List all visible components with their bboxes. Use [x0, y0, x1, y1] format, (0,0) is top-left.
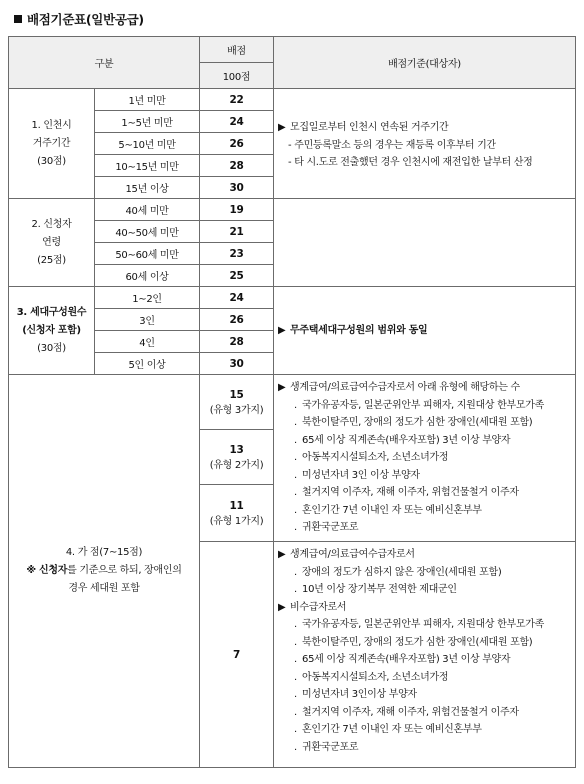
document-title [14, 10, 144, 28]
scoring-table [8, 36, 576, 768]
score-cell: 15 (유형 3가지) [200, 375, 274, 430]
section-label: 4. 가 점(7∼15점) ※ 신청자를 기준으로 하되, 장애인의 경우 세대원 포함 [9, 375, 200, 768]
table-row: 40∼50세 미만 21 [9, 221, 576, 243]
score-cell: 7 [200, 542, 274, 768]
table-row: 60세 이상 25 [9, 265, 576, 287]
criteria-cell: ▶ 생계급여/의료급여수급자로서 아래 유형에 해당하는 수 . 국가유공자등, 일본군위안부 피해자, 지원대상 한부모가족 . 북한이탈주민, 장애의 정도가 심한 장애인(세대원 포함) . 65세 이상 직계존속(배우자포함) 3년 이상 부양자 . 아동복지시설퇴소자, 소년소녀가정 . 미성년자녀 3인 이상 부양자 . 철거지역 이주자, 재해 이주자, 위험건물철거 이주자 . 혼인기간 7년 이내인 자 또는 예비신혼부부 . 귀환국군포로 [274, 375, 576, 542]
triangle-right-icon: ▶ [278, 324, 286, 336]
header-criteria: 배점기준(대상자) [274, 37, 576, 89]
header-score-total: 100점 [200, 63, 274, 89]
header-score: 배점 [200, 37, 274, 63]
table-row: 15년 이상 30 [9, 177, 576, 199]
section-label: 1. 인천시 거주기간 (30점) [9, 89, 95, 199]
score-cell: 13 (유형 2가지) [200, 430, 274, 485]
criteria-cell-empty [274, 199, 576, 287]
table-row: 4인 28 [9, 331, 576, 353]
triangle-right-icon: ▶ [278, 122, 286, 133]
title-text: 배점기준표(일반공급) [27, 12, 144, 27]
header-category: 구분 [9, 37, 200, 89]
range-cell: 1년 미만 [95, 89, 200, 111]
table-row [9, 89, 576, 111]
criteria-cell: ▶ 생계급여/의료급여수급자로서 . 장애의 정도가 심하지 않은 장애인(세대원 포함) . 10년 이상 장기복무 전역한 제대군인 ▶ 비수급자로서 . 국가유공자등, 일본군위안부 피해자, 지원대상 한부모가족 . 북한이탈주민, 장애의 정도가 심한 장애인(세대원 포함) . 65세 이상 직계존속(배우자포함) 3년 이상 부양자 . 아동복지시설퇴소자, 소년소녀가정 . 미성년자녀 3인이상 부양자 . 철거지역 이주자, 재해 이주자, 위험건물철거 이주자 . 혼인기간 7년 이내인 자 또는 예비신혼부부 . 귀환국군포로 [274, 542, 576, 768]
section-label: 3. 세대구성원수 (신청자 포함) (30점) [9, 287, 95, 375]
table-row: 50∼60세 미만 23 [9, 243, 576, 265]
table-row: 5인 이상 30 [9, 353, 576, 375]
score-cell: 22 [200, 89, 274, 111]
triangle-right-icon: ▶ [278, 601, 286, 613]
table-row: 10∼15년 미만 28 [9, 155, 576, 177]
score-cell: 11 (유형 1가지) [200, 485, 274, 542]
section-label: 2. 신청자 연령 (25점) [9, 199, 95, 287]
table-row [9, 375, 576, 430]
header-row [9, 37, 576, 63]
table-row: 2. 신청자 연령 (25점) 40세 미만 19 [9, 199, 576, 221]
triangle-right-icon: ▶ [278, 549, 286, 560]
table-row: 5∼10년 미만 26 [9, 133, 576, 155]
triangle-right-icon: ▶ [278, 382, 286, 393]
square-bullet-icon [14, 15, 22, 23]
criteria-cell: ▶ 모집일로부터 인천시 연속된 거주기간 - 주민등록말소 등의 경우는 재등록 이후부터 기간 - 타 시.도로 전출했던 경우 인천시에 재전입한 날부터 산정 [274, 89, 576, 199]
table-row: 3. 세대구성원수 (신청자 포함) (30점) 1∼2인 24 ▶ 무주택세대구성원의 범위와 동일 [9, 287, 576, 309]
criteria-cell: ▶ 무주택세대구성원의 범위와 동일 [274, 287, 576, 375]
table-row: 1∼5년 미만 24 [9, 111, 576, 133]
table-row: 3인 26 [9, 309, 576, 331]
